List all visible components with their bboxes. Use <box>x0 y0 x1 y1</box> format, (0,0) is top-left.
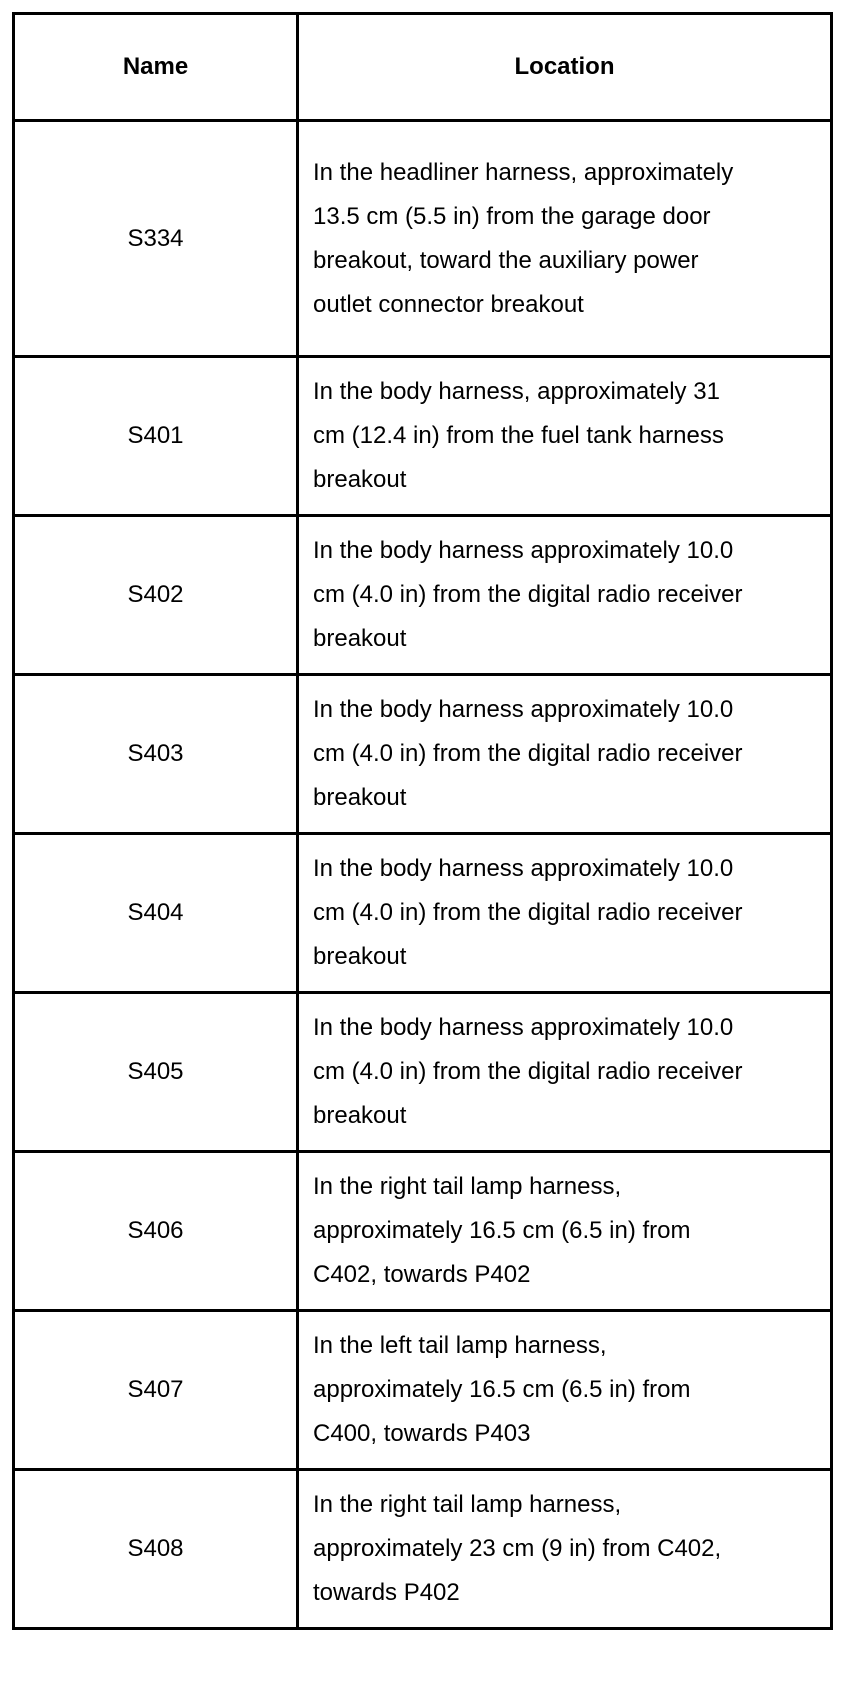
splice-location-cell <box>298 357 832 516</box>
splice-name: S401 <box>14 357 298 516</box>
splice-name: S405 <box>14 993 298 1152</box>
splice-location: In the body harness approximately 10.0 cm (4.0 in) from the digital radio receiver breakout <box>313 855 743 970</box>
splice-location: In the body harness approximately 10.0 cm (4.0 in) from the digital radio receiver breakout <box>313 696 743 811</box>
splice-location: In the body harness, approximately 31 cm (12.4 in) from the fuel tank harness breakout <box>313 378 724 493</box>
splice-name: S402 <box>14 516 298 675</box>
splice-name: S408 <box>14 1470 298 1629</box>
splice-location: In the right tail lamp harness, approximately 23 cm (9 in) from C402, towards P402 <box>313 1491 722 1606</box>
splice-location-cell <box>298 121 832 357</box>
table-row <box>14 1470 832 1629</box>
table-row <box>14 993 832 1152</box>
header-name: Name <box>14 14 298 121</box>
table-row <box>14 675 832 834</box>
table-row <box>14 516 832 675</box>
splice-location: In the body harness approximately 10.0 cm (4.0 in) from the digital radio receiver breakout <box>313 537 743 652</box>
splice-location-cell <box>298 675 832 834</box>
table-row <box>14 1152 832 1311</box>
splice-location-cell <box>298 993 832 1152</box>
table-row <box>14 357 832 516</box>
splice-location-table <box>12 12 833 1630</box>
table-row <box>14 1311 832 1470</box>
header-location: Location <box>298 14 832 121</box>
splice-location: In the right tail lamp harness, approximately 16.5 cm (6.5 in) from C402, towards P402 <box>313 1173 691 1288</box>
splice-name: S403 <box>14 675 298 834</box>
table-row <box>14 834 832 993</box>
header-row <box>14 14 832 121</box>
splice-location-cell <box>298 1311 832 1470</box>
splice-location-cell <box>298 1470 832 1629</box>
splice-location: In the headliner harness, approximately 13.5 cm (5.5 in) from the garage door breakout, toward the auxiliary power outlet connector breakout <box>313 158 734 318</box>
splice-name: S407 <box>14 1311 298 1470</box>
splice-location-cell <box>298 834 832 993</box>
splice-name: S334 <box>14 121 298 357</box>
splice-location-cell <box>298 1152 832 1311</box>
splice-location: In the body harness approximately 10.0 cm (4.0 in) from the digital radio receiver breakout <box>313 1014 743 1129</box>
splice-name: S404 <box>14 834 298 993</box>
splice-location: In the left tail lamp harness, approximately 16.5 cm (6.5 in) from C400, towards P403 <box>313 1332 691 1447</box>
table-row <box>14 121 832 357</box>
splice-name: S406 <box>14 1152 298 1311</box>
splice-location-cell <box>298 516 832 675</box>
